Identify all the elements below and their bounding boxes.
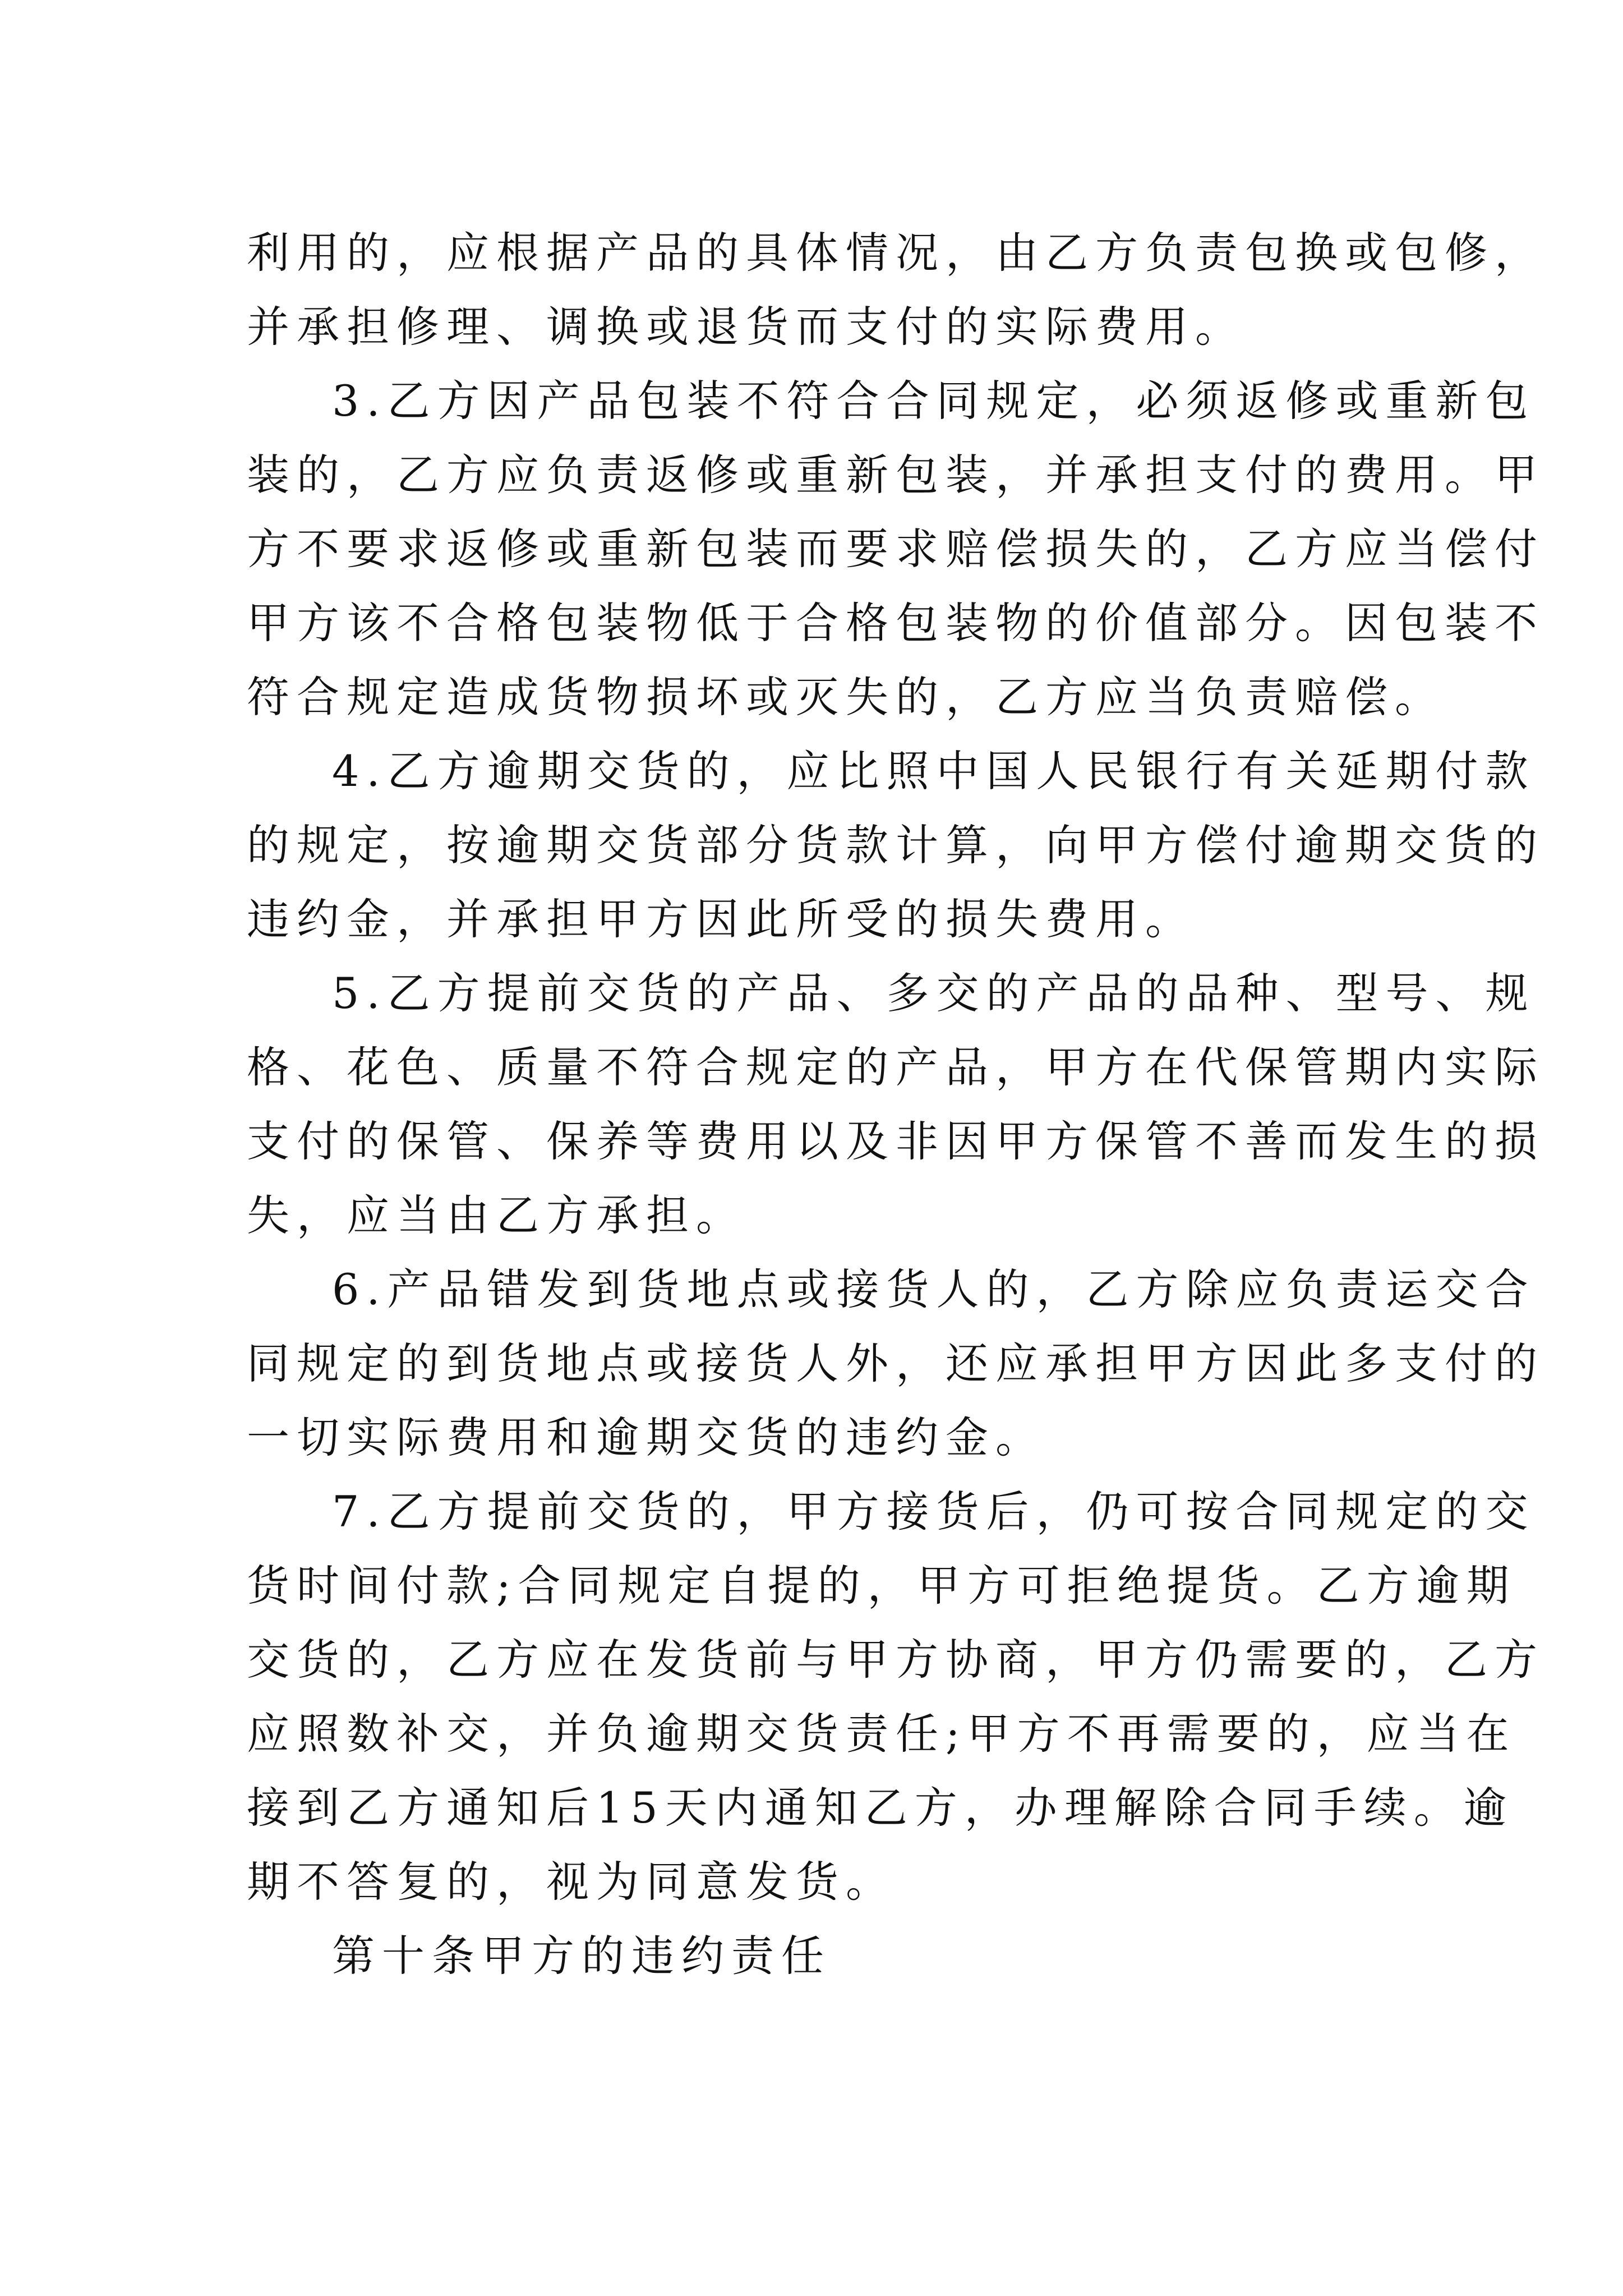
text-line: 违约金，并承担甲方因此所受的损失费用。 xyxy=(247,894,1195,944)
clause-3-line: 3.乙方因产品包装不符合合同规定，必须返修或重新包 xyxy=(332,376,1536,426)
text-line: 期不答复的，视为同意发货。 xyxy=(247,1857,896,1907)
text-line: 一切实际费用和逾期交货的违约金。 xyxy=(247,1412,1045,1462)
text-line: 格、花色、质量不符合规定的产品，甲方在代保管期内实际 xyxy=(247,1042,1544,1092)
text-line: 利用的，应根据产品的具体情况，由乙方负责包换或包修， xyxy=(247,228,1544,278)
text-line: 支付的保管、保养等费用以及非因甲方保管不善而发生的损 xyxy=(247,1116,1544,1166)
text-line: 并承担修理、调换或退货而支付的实际费用。 xyxy=(247,302,1245,352)
clause-6-line: 6.产品错发到货地点或接货人的，乙方除应负责运交合 xyxy=(332,1264,1536,1314)
clause-4-line: 4.乙方逾期交货的，应比照中国人民银行有关延期付款 xyxy=(332,746,1536,796)
text-line: 装的，乙方应负责返修或重新包装，并承担支付的费用。甲 xyxy=(247,450,1544,500)
text-line: 甲方该不合格包装物低于合格包装物的价值部分。因包装不 xyxy=(247,598,1544,648)
text-line: 符合规定造成货物损坏或灭失的，乙方应当负责赔偿。 xyxy=(247,672,1445,722)
clause-7-line: 7.乙方提前交货的，甲方接货后，仍可按合同规定的交 xyxy=(332,1487,1536,1536)
text-line: 货时间付款;合同规定自提的，甲方可拒绝提货。乙方逾期 xyxy=(247,1561,1516,1611)
text-line: 方不要求返修或重新包装而要求赔偿损失的，乙方应当偿付 xyxy=(247,524,1544,574)
clause-5-line: 5.乙方提前交货的产品、多交的产品的品种、型号、规 xyxy=(332,968,1536,1018)
text-line: 接到乙方通知后15天内通知乙方，办理解除合同手续。逾 xyxy=(247,1783,1514,1833)
text-line: 应照数补交，并负逾期交货责任;甲方不再需要的，应当在 xyxy=(247,1709,1516,1759)
text-line: 同规定的到货地点或接货人外，还应承担甲方因此多支付的 xyxy=(247,1338,1544,1388)
text-line: 失，应当由乙方承担。 xyxy=(247,1190,746,1240)
document-page xyxy=(247,216,1544,1993)
article-10-heading: 第十条甲方的违约责任 xyxy=(332,1931,831,1981)
text-line: 的规定，按逾期交货部分货款计算，向甲方偿付逾期交货的 xyxy=(247,820,1544,870)
text-line: 交货的，乙方应在发货前与甲方协商，甲方仍需要的，乙方 xyxy=(247,1635,1544,1685)
